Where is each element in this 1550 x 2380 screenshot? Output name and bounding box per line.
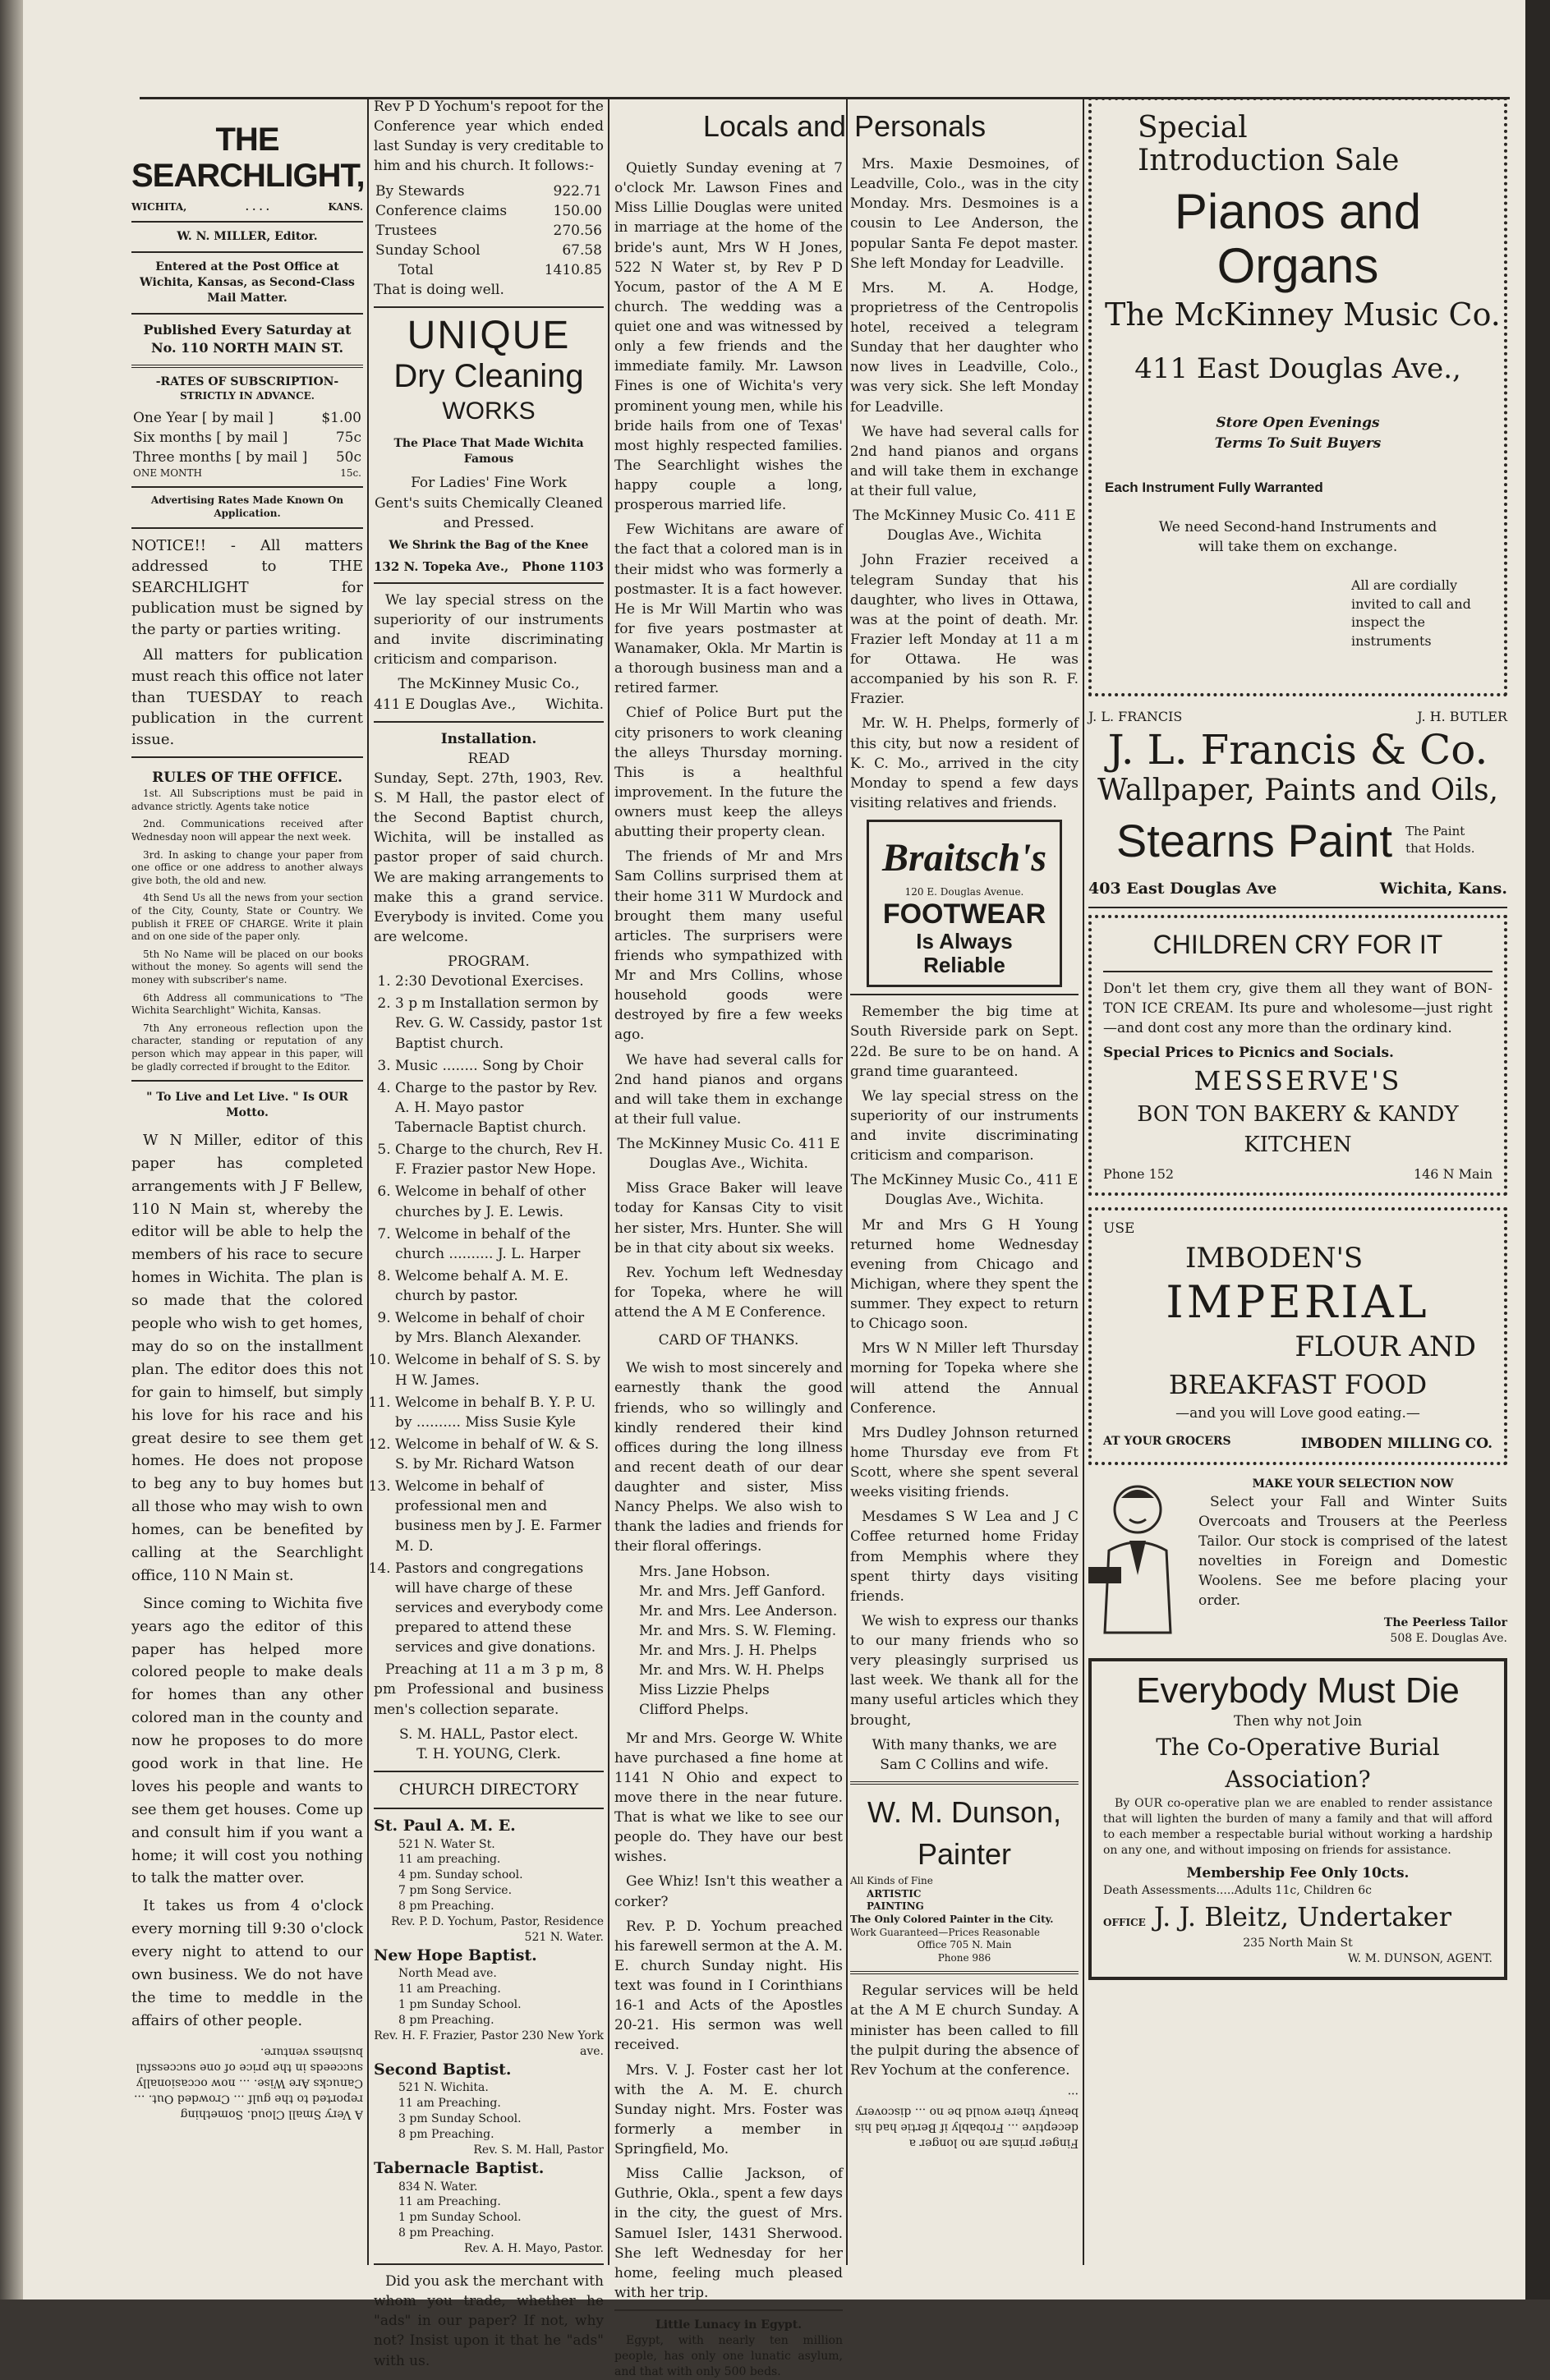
church-entry: [374, 2060, 604, 2158]
church-line: 8 pm Preaching.: [398, 2014, 494, 2028]
divider: [374, 721, 604, 723]
local-item: Mrs. V. J. Foster cast her lot with the A. M. E. church Sunday night. Mrs. Foster was formerly a member in Springfield, Mo.: [614, 2061, 843, 2158]
report-row: [374, 260, 604, 280]
local-item: We lay special stress on the superiority of our instruments and invite discriminating criticism and comparison.: [850, 1087, 1079, 1165]
rate-label: One Year [ by mail ]: [133, 409, 274, 426]
rates-title: -RATES OF SUBSCRIPTION-: [155, 375, 339, 389]
program-item: 4. Charge to the pastor by Rev. A. H. Mayo pastor Tabernacle Baptist church.: [395, 1078, 604, 1137]
church-line: 11 am Preaching.: [398, 2195, 501, 2209]
dunson-line: The Only Colored Painter in the City.: [850, 1913, 1054, 1925]
card-of-thanks-names: [639, 1562, 843, 1721]
dry-cleaning-address: 132 N. Topeka Ave.,: [374, 558, 509, 574]
divider: [374, 306, 604, 308]
church-line: 834 N. Water.: [398, 2180, 478, 2194]
divider: [614, 2309, 843, 2311]
program-item: 9. Welcome in behalf of choir by Mrs. Blanch Alexander.: [395, 1308, 604, 1348]
mckinney-name: The McKinney Music Co.,: [398, 676, 580, 693]
installation-read: READ: [467, 750, 510, 767]
francis-owner-right: J. H. BUTLER: [1417, 709, 1507, 724]
burial-undertaker: J. J. Bleitz, Undertaker: [1153, 1900, 1452, 1932]
program-item: 8. Welcome behalf A. M. E. church by pastor.: [395, 1266, 604, 1306]
piano-hours: Store Open Evenings: [1216, 415, 1380, 432]
piano-address: 411 East Douglas Ave.,: [1134, 352, 1461, 386]
thanks-name: Clifford Phelps.: [639, 1702, 749, 1719]
stearns-row: [1088, 808, 1507, 874]
local-item: Gee Whiz! Isn't this weather a corker?: [614, 1873, 843, 1910]
rate-label: Six months [ by mail ]: [133, 429, 288, 446]
rate-price: 75c: [335, 429, 361, 446]
francis-ad: [1088, 708, 1507, 900]
local-item: Mrs. M. A. Hodge, proprietress of the Centropolis hotel, received a telegram Sunday that her daughter who now lives in Leadville, Colo., was very sick. She left Monday for Leadville.: [850, 279, 1079, 416]
report-value: 270.56: [553, 222, 602, 239]
report-row: [374, 221, 604, 241]
church-line: 8 pm Preaching.: [398, 2128, 494, 2142]
tailor-address: 508 E. Douglas Ave.: [1390, 1632, 1507, 1646]
local-item: Mr and Mrs. George W. White have purchased a fine home at 1141 N Ohio and expect to move there in the near future. That is what we like to see our people do. They have our best wishes.: [614, 1730, 843, 1866]
divider: [374, 1771, 604, 1772]
local-item: Regular services will be held at the A M E church Sunday. A minister has been called to fill the pulpit during the absence of Rev Yochum at the conference.: [850, 1983, 1079, 2079]
program-item: 12. Welcome in behalf of W. & S. S. by Mr. Richard Watson: [395, 1435, 604, 1474]
local-item: With many thanks, we are: [872, 1736, 1057, 1753]
report-row: [374, 181, 604, 201]
program-item: 3. Music ........ Song by Choir: [395, 1056, 604, 1076]
report-label: Trustees: [375, 222, 437, 239]
church-name: Second Baptist.: [374, 2060, 512, 2079]
piano-intro: Introduction Sale: [1138, 143, 1400, 177]
heading-spacer: [850, 97, 1079, 154]
editor-line: W. N. MILLER, Editor.: [177, 230, 318, 244]
installation-body: Sunday, Sept. 27th, 1903, Rev. S. M Hall, the pastor elect of the Second Baptist church, Wichita, will be installed as pastor proper of said church. We are making arrangements to make this a grand service. Everybody is invited. Come you are welcome.: [374, 770, 604, 945]
burial-ad: [1088, 1658, 1507, 1980]
church-line: 3 pm Sunday School.: [398, 2112, 522, 2126]
burial-association: The Co-Operative Burial Association?: [1156, 1733, 1440, 1794]
church-line: 11 am Preaching.: [398, 1983, 501, 1996]
flour-ad: [1088, 1207, 1507, 1465]
divider: [374, 1808, 604, 1809]
piano-warranty: Each Instrument Fully Warranted: [1105, 479, 1323, 495]
masthead-city: WICHITA,: [131, 201, 187, 213]
church-line: 4 pm. Sunday school.: [398, 1868, 523, 1882]
masthead-title: THE SEARCHLIGHT,: [131, 122, 365, 194]
thanks-name: Mr. and Mrs. W. H. Phelps: [639, 1662, 825, 1679]
tailor-illustration: [1088, 1477, 1187, 1633]
masthead-state: KANS.: [328, 201, 363, 213]
dunson-name: W. M. Dunson,: [867, 1794, 1062, 1829]
divider: [1088, 907, 1507, 908]
divider: [131, 1080, 363, 1082]
rule-item: 6th Address all communications to "The Wichita Searchlight" Wichita, Kansas.: [131, 991, 363, 1017]
church-name: New Hope Baptist.: [374, 1946, 537, 1964]
rule-item: 4th Send Us all the news from your section of the City, County, State or Country. We publish it FREE OF CHARGE. Write it plain and on one side of the paper only.: [131, 892, 363, 943]
local-item: Miss Callie Jackson, of Guthrie, Okla., spent a few days in the city, the guest of Mrs. Samuel Isler, 1431 Sherwood. She left Wednesday for her home, feeling much pleased with her trip.: [614, 2166, 843, 2301]
upside-down-text: A Very Small Cloud. Something reported to the gulf ... Crowded Out. ... Canucks Are Wise. ... now occasionally succeeds in the price of one successful business venture.: [133, 2045, 363, 2121]
church-line: 8 pm Preaching.: [398, 1900, 494, 1914]
church-line: 11 am preaching.: [398, 1853, 501, 1867]
section-heading: Locals and Personals: [702, 109, 987, 143]
entered-line: Entered at the Post Office at Wichita, Kansas, as Second-Class Mail Matter.: [140, 260, 355, 305]
francis-title: J. L. Francis & Co.: [1107, 725, 1488, 774]
dunson-trade: Painter: [917, 1837, 1012, 1872]
report-label: Sunday School: [375, 241, 481, 259]
dunson-line: PAINTING: [867, 1900, 924, 1913]
dry-cleaning-contact: [374, 558, 604, 576]
church-pastor: Rev. P. D. Yochum, Pastor, Residence 521 N. Water.: [391, 1915, 604, 1944]
burial-agent: W. M. DUNSON, AGENT.: [1347, 1952, 1493, 1966]
rate-label: ONE MONTH: [133, 466, 203, 479]
church-line: 1 pm Sunday School.: [398, 2211, 522, 2225]
program-item: 14. Pastors and congregations will have charge of these services and everybody come prepared to attend these services and give donations.: [395, 1559, 604, 1658]
local-item: The McKinney Music Co. 411 E Douglas Ave., Wichita.: [617, 1136, 840, 1173]
church-pastor: Rev. H. F. Frazier, Pastor 230 New York ave.: [374, 2029, 604, 2058]
dry-cleaning-slogan: The Place That Made Wichita Famous: [393, 436, 584, 466]
local-item: The McKinney Music Co. 411 E Douglas Ave., Wichita: [853, 508, 1076, 544]
braitsch-reliable: Is Always Reliable: [916, 929, 1013, 977]
dunson-line: Work Guaranteed—Prices Reasonable: [850, 1926, 1040, 1938]
church-line: 521 N. Water St.: [398, 1837, 495, 1851]
piano-terms: Terms To Suit Buyers: [1214, 434, 1382, 452]
report-label: Conference claims: [375, 202, 508, 219]
local-item: We wish to express our thanks to our many friends who so very pleasingly surprised us last week. We thank all for the many useful articles which they brought,: [850, 1612, 1079, 1729]
breakfast-label: BREAKFAST FOOD: [1168, 1369, 1428, 1401]
piano-ad: [1088, 97, 1507, 696]
report-value: 922.71: [553, 182, 602, 200]
church-directory-title: CHURCH DIRECTORY: [398, 1780, 579, 1799]
motto: " To Live and Let Live. " Is OUR Motto.: [146, 1091, 348, 1120]
divider: [1103, 971, 1493, 972]
program-item: 10. Welcome in behalf of S. S. by H W. James.: [395, 1350, 604, 1390]
mckinney-address: 411 E Douglas Ave.,: [374, 696, 517, 713]
report-value: 1410.85: [544, 262, 602, 278]
works-headline: WORKS: [442, 397, 536, 425]
church-pastor: Rev. A. H. Mayo, Pastor.: [464, 2242, 604, 2256]
report-row: [374, 241, 604, 260]
rule-item: 1st. All Subscriptions must be paid in advance strictly. Agents take notice: [131, 788, 363, 812]
rate-price: 50c: [335, 448, 361, 466]
church-line: 11 am Preaching.: [398, 2097, 501, 2111]
rate-price: $1.00: [321, 409, 361, 426]
imboden-name: IMBODEN'S: [1185, 1242, 1364, 1275]
signature-clerk: T. H. YOUNG, Clerk.: [416, 1745, 561, 1762]
program-item: 11. Welcome in behalf B. Y. P. U. by .......... Miss Susie Kyle: [395, 1393, 604, 1432]
local-item: Remember the big time at South Riverside park on Sept. 22d. Be sure to be on hand. A grand time guaranteed.: [850, 1004, 1079, 1080]
program-item: 2. 3 p m Installation sermon by Rev. G. W. Cassidy, pastor 1st Baptist church.: [395, 994, 604, 1053]
gents-line: Gent's suits Chemically Cleaned and Pressed.: [375, 494, 603, 531]
closing-note: Did you ask the merchant with whom you trade, whether he "ads" in our paper? If not, why not? Insist upon it that he "ads" with us.: [374, 2273, 604, 2369]
motto-article: It takes us from 4 o'clock every morning till 9:30 o'clock every night to attend to our own business. We do not have the time to meddle in the affairs of other people.: [131, 1897, 363, 2029]
dry-cleaning-phone: Phone 1103: [522, 558, 604, 574]
francis-owner-left: J. L. FRANCIS: [1088, 709, 1183, 724]
dunson-line: Office 705 N. Main: [917, 1939, 1012, 1951]
bonton-name: BON TON BAKERY & KANDY KITCHEN: [1137, 1102, 1459, 1158]
column-4: [850, 97, 1079, 2290]
program-item: 6. Welcome in behalf of other churches by J. E. Lewis.: [395, 1182, 604, 1221]
divider: [850, 994, 1079, 995]
program-title: PROGRAM.: [448, 953, 530, 971]
piano-intro: Special: [1138, 111, 1248, 145]
francis-owners: [1088, 708, 1507, 727]
use-label: USE: [1103, 1220, 1135, 1237]
divider: [131, 365, 363, 368]
rate-row: [131, 428, 363, 448]
burial-subtitle: Then why not Join: [1233, 1712, 1363, 1730]
messerve-name: MESSERVE'S: [1194, 1065, 1402, 1097]
report-end: That is doing well.: [374, 282, 504, 299]
column-5-ads: [1088, 97, 1507, 2290]
mckinney-city: Wichita.: [545, 696, 604, 713]
local-item: Quietly Sunday evening at 7 o'clock Mr. Lawson Fines and Miss Lillie Douglas were united in marriage at the home of the bride's aunt, Mrs W H Jones, 522 N Water st, by Rev P D Yocum, pastor of the A M E church. The wedding was a quiet one and was witnessed by only a few friends and the immediate family. Mr. Lawson Fines is one of Wichita's very prominent young men, while his bride hails from one of Texas' most highly respected families. The Searchlight wishes the happy couple a long, prosperous married life.: [614, 160, 843, 514]
church-line: 7 pm Song Service.: [398, 1884, 513, 1898]
rates-subtitle: STRICTLY IN ADVANCE.: [180, 389, 315, 402]
dunson-line: Phone 986: [937, 1951, 991, 1964]
unique-headline: UNIQUE: [407, 314, 571, 358]
motto-article: Since coming to Wichita five years ago the editor of this paper has helped more colored people to make deals for homes than any other colored man in the county and now he proposes to do more good work in that line. He loves his people and wants to see them get houses. Come up and consult him if you want a home; it will cost you nothing to talk the matter over.: [131, 1594, 363, 1887]
divider: [131, 756, 363, 758]
local-item: The McKinney Music Co., 411 E Douglas Ave., Wichita.: [850, 1172, 1079, 1209]
report-value: 150.00: [553, 202, 602, 219]
divider: [131, 313, 363, 315]
report-table: [374, 181, 604, 281]
thanks-name: Mrs. Jane Hobson.: [639, 1563, 770, 1580]
local-item: Few Wichitans are aware of the fact that a colored man is in their midst who was formerly a postmaster. It is a fact however. He is Mr Will Martin who was for five years postmaster at Wanamaker, Okla. Mr Martin is a thorough business man and a retired farmer.: [614, 521, 843, 697]
church-entry: [374, 1946, 604, 2060]
preaching-note: Preaching at 11 a m 3 p m, 8 pm Professional and business men's collection separate.: [374, 1661, 604, 1718]
installation-title: Installation.: [440, 730, 537, 747]
dunson-line: All Kinds of Fine: [850, 1875, 933, 1887]
rates-table: [131, 408, 363, 480]
divider: [131, 486, 363, 488]
piano-company: The McKinney Music Co.: [1105, 296, 1501, 333]
rate-price: 15c.: [340, 466, 361, 479]
local-item: Mrs W N Miller left Thursday morning for Topeka where she will attend the Annual Conference.: [850, 1340, 1079, 1417]
report-row: [374, 201, 604, 221]
church-pastor: Rev. S. M. Hall, Pastor: [473, 2143, 604, 2157]
divider: [131, 527, 363, 529]
church-line: 1 pm Sunday School.: [398, 1998, 522, 2012]
church-line: 8 pm Preaching.: [398, 2226, 494, 2240]
church-name: St. Paul A. M. E.: [374, 1816, 516, 1835]
local-item: Mrs Dudley Johnson returned home Thursday eve from Ft Scott, where she spent several weeks visiting friends.: [850, 1424, 1079, 1501]
report-label: By Stewards: [375, 182, 465, 200]
ladies-line: For Ladies' Fine Work: [411, 475, 567, 492]
report-label: Total: [398, 262, 434, 278]
shrink-line: We Shrink the Bag of the Knee: [389, 538, 589, 552]
bonton-phone: Phone 152: [1103, 1166, 1175, 1183]
rule-item: 2nd. Communications received after Wednesday noon will appear the next week.: [131, 818, 363, 843]
burial-office: OFFICE: [1103, 1916, 1146, 1928]
card-of-thanks-title: CARD OF THANKS.: [658, 1332, 799, 1349]
local-item: Sam C Collins and wife.: [880, 1756, 1049, 1773]
flour-tagline: —and you will Love good eating.—: [1175, 1405, 1420, 1422]
ice-cream-body: Don't let them cry, give them all they want of BON-TON ICE CREAM. Its pure and wholesome—just right—and dont cost any more than the ordinary kind.: [1103, 980, 1493, 1036]
francis-subtitle: Wallpaper, Paints and Oils,: [1097, 774, 1499, 808]
thanks-name: Mr. and Mrs. Jeff Ganford.: [639, 1583, 826, 1600]
local-item: Chief of Police Burt put the city prisoners to work cleaning the alleys Thursday morning. This is a healthful improvement. In the future the owners must keep the alleys abutting their property clean.: [614, 705, 843, 841]
local-item: Mr and Mrs G H Young returned home Wednesday evening from Chicago and Michigan, where they spent the summer. They expect to return to Chicago soon.: [850, 1216, 1079, 1333]
thanks-name: Miss Lizzie Phelps: [639, 1682, 770, 1699]
local-item: John Frazier received a telegram Sunday that his daughter, who lives in Ottawa, was at the point of death. Mr. Frazier left Monday at 11 a m for Ottawa. He was accompanied by his son R. F. Frazier.: [850, 552, 1079, 708]
dunson-line: ARTISTIC: [867, 1887, 922, 1900]
upside-down-text: Finger prints are no longer a deceptive ... Frobably if Bertie had his beauty there would be no ... discovery ...: [854, 2089, 1079, 2150]
notice-deadline: All matters for publication must reach this office not later than TUESDAY to reach publication in the current issue.: [131, 646, 363, 748]
braitsch-logo: Braitsch's: [881, 836, 1047, 880]
local-item: Mrs. Maxie Desmoines, of Leadville, Colo., was in the city Monday. Mrs. Desmoines is a cousin to Lee Anderson, the popular Santa Fe depot master. She left Monday for Leadville.: [850, 156, 1079, 272]
local-item: We have had several calls for 2nd hand pianos and organs and will take them in exchange at their full value,: [850, 423, 1079, 499]
ice-cream-title: CHILDREN CRY FOR IT: [1152, 930, 1443, 960]
burial-address: 235 North Main St: [1243, 1937, 1353, 1950]
column-2: [374, 97, 604, 2369]
page-right-edge: [1525, 0, 1550, 2300]
published-line: Published Every Saturday at No. 110 NORTH MAIN ST.: [143, 321, 352, 356]
stearns-paint: Stearns Paint: [1115, 814, 1393, 866]
program-item: 13. Welcome in behalf of professional men and business men by J. E. Farmer M. D.: [395, 1477, 604, 1556]
rate-row: [131, 408, 363, 428]
lunacy-body: Egypt, with nearly ten million people, has only one lunatic asylum, and that with only 500 beds.: [614, 2334, 843, 2378]
ice-cream-special: Special Prices to Picnics and Socials.: [1103, 1044, 1394, 1061]
stearns-tagline: The Paint that Holds.: [1405, 824, 1475, 857]
local-item: Mesdames S W Lea and J C Coffee returned home Friday from Memphis where they spent thirty days visiting friends.: [850, 1509, 1079, 1605]
rate-label: Three months [ by mail ]: [133, 448, 308, 466]
program-item: 7. Welcome in behalf of the church .......... J. L. Harper: [395, 1224, 604, 1264]
tailor-ad: [1088, 1477, 1507, 1647]
divider: [374, 2263, 604, 2265]
divider: [850, 1781, 1079, 1785]
divider: [131, 221, 363, 223]
local-item: Rev. P. D. Yochum preached his farewell sermon at the A. M. E. church Sunday night. His text was found in I Corinthians 16-1 and Acts of the Apostles 20-21. His sermon was well received.: [614, 1918, 843, 2054]
program-item: 5. Charge to the church, Rev H. F. Frazier pastor New Hope.: [395, 1140, 604, 1179]
flour-grocer: AT YOUR GROCERS: [1103, 1434, 1231, 1448]
braitsch-address: 120 E. Douglas Avenue.: [904, 886, 1024, 898]
column-rule: [608, 97, 609, 2265]
card-of-thanks-body: We wish to most sincerely and earnestly thank the good friends, who so willingly and kindly rendered their kind offices during the long illness and recent death of our dear daughter and sister, Miss Nancy Phelps. We also wish to thank the ladies and friends for their floral offerings.: [614, 1360, 843, 1555]
program-list: [374, 972, 604, 1657]
imperial-name: IMPERIAL: [1166, 1276, 1430, 1329]
rule-item: 3rd. In asking to change your paper from one office or one address to another always give both, the old and new.: [131, 848, 363, 886]
church-line: 521 N. Wichita.: [398, 2081, 489, 2095]
francis-contact: [1088, 878, 1507, 900]
masthead-dots: . . . .: [245, 201, 269, 213]
column-rule: [846, 97, 848, 2265]
tailor-name: The Peerless Tailor: [1383, 1616, 1507, 1630]
bonton-address: 146 N Main: [1413, 1166, 1493, 1183]
church-entry: [374, 2158, 604, 2257]
column-rule: [1083, 97, 1084, 2265]
thanks-name: Mr. and Mrs. J. H. Phelps: [639, 1643, 817, 1660]
local-item: We have had several calls for 2nd hand pianos and organs and will take them in exchange at their full value.: [614, 1051, 843, 1128]
local-item: The friends of Mr and Mrs Sam Collins surprised them at their home 311 W Murdock and brought them many useful articles. The surprisers were friends who sympathized with Mr and Mrs Collins, whose household goods were destroyed by fire a few weeks ago.: [614, 848, 843, 1044]
divider: [131, 251, 363, 253]
column-1: [131, 97, 363, 2290]
piano-title: Pianos and Organs: [1174, 184, 1422, 294]
thanks-name: Mr. and Mrs. Lee Anderson.: [639, 1602, 838, 1620]
piano-exchange: We need Second-hand Instruments and will take them on exchange.: [1158, 518, 1437, 555]
francis-city: Wichita, Kans.: [1379, 880, 1507, 898]
advertising-rates: Advertising Rates Made Known On Application.: [150, 494, 344, 520]
rate-row: [131, 448, 363, 467]
local-item: Miss Grace Baker will leave today for Kansas City to visit her sister, Mrs. Hunter. She will be in that city about six weeks.: [614, 1180, 843, 1257]
rule-item: 5th No Name will be placed on our books without the money. So agents will send the money with subscriber's name.: [131, 948, 363, 986]
notice-text: NOTICE!! - All matters addressed to THE SEARCHLIGHT for publication must be signed by the party or parties writing.: [131, 536, 363, 638]
report-intro: Rev P D Yochum's repoot for the Conference year which ended last Sunday is very creditable to him and his church. It follows:-: [374, 99, 604, 175]
flour-label: FLOUR AND: [1295, 1330, 1476, 1363]
burial-body: By OUR co-operative plan we are enabled to render assistance that will lighten the burden of many a family and that will afford to each member a respectable burial without working a hardship on any one, and without imposing on friends for assistance.: [1103, 1797, 1493, 1857]
francis-address: 403 East Douglas Ave: [1088, 880, 1277, 898]
local-item: Rev. Yochum left Wednesday for Topeka, where he will attend the A M E Conference.: [614, 1264, 843, 1321]
tailor-body: Select your Fall and Winter Suits Overcoats and Trousers at the Peerless Tailor. Our stock is comprised of the latest novelties in Foreign and Domestic Woolens. See me before placing your order.: [1198, 1493, 1507, 1610]
thanks-name: Mr. and Mrs. S. W. Fleming.: [639, 1622, 837, 1639]
church-name: Tabernacle Baptist.: [374, 2158, 545, 2177]
program-item: 1. 2:30 Devotional Exercises.: [395, 972, 604, 991]
burial-title: Everybody Must Die: [1136, 1670, 1460, 1711]
church-line: North Mead ave.: [398, 1967, 497, 1981]
stress-text: We lay special stress on the superiority of our instruments and invite discriminating criticism and comparison.: [374, 591, 604, 669]
tailor-title: MAKE YOUR SELECTION NOW: [1252, 1477, 1454, 1491]
ice-cream-ad: [1088, 915, 1507, 1196]
burial-fee: Membership Fee Only 10cts.: [1186, 1864, 1410, 1881]
flour-footer: [1103, 1434, 1493, 1454]
bonton-contact: [1103, 1165, 1493, 1184]
braitsch-footwear: FOOTWEAR: [882, 898, 1046, 930]
local-item: Mr. W. H. Phelps, formerly of this city, but now a resident of K. C. Mo., arrived in the city Monday to spend a few days visiting relatives and friends.: [850, 715, 1079, 811]
piano-invite: All are cordially invited to call and inspect the instruments: [1351, 577, 1471, 650]
divider: [374, 582, 604, 584]
church-entry: [374, 1816, 604, 1946]
flour-milling: IMBODEN MILLING CO.: [1300, 1435, 1493, 1452]
masthead-location: [131, 200, 363, 214]
braitsch-ad: [867, 820, 1062, 987]
rate-row: [131, 467, 363, 480]
burial-death-assessments: Death Assessments.....Adults 11c, Children 6c: [1103, 1883, 1372, 1897]
dry-cleaning-headline: Dry Cleaning: [393, 358, 584, 395]
lunacy-title: Little Lunacy in Egypt.: [655, 2318, 803, 2332]
rule-item: 7th Any erroneous reflection upon the character, standing or reputation of any person which may appear in this paper, will be gladly corrected if brought to the Editor.: [131, 1022, 363, 1073]
report-value: 67.58: [562, 241, 602, 259]
divider: [850, 1971, 1079, 1974]
signature-pastor: S. M. HALL, Pastor elect.: [399, 1725, 578, 1743]
burial-undertaker-row: [1103, 1899, 1493, 1936]
column-rule: [367, 97, 369, 2265]
page-left-edge: [0, 0, 23, 2300]
mckinney-contact: [374, 695, 604, 714]
rules-title: RULES OF THE OFFICE.: [152, 770, 343, 787]
motto-article: W N Miller, editor of this paper has completed arrangements with J F Bellew, 110 N Main st, whereby the editor will be able to help the members of his race to secure homes in Wichita. The plan is so made that the colored people who wish to get homes, may do so on the installment plan. The editor does this not for gain to himself, but simply his love for his race and his great desire to see them get homes. He does not propose to beg any to buy homes but all those who may wish to own homes, can be benefited by calling at the Searchlight office, 110 N Main st.: [131, 1131, 363, 1584]
